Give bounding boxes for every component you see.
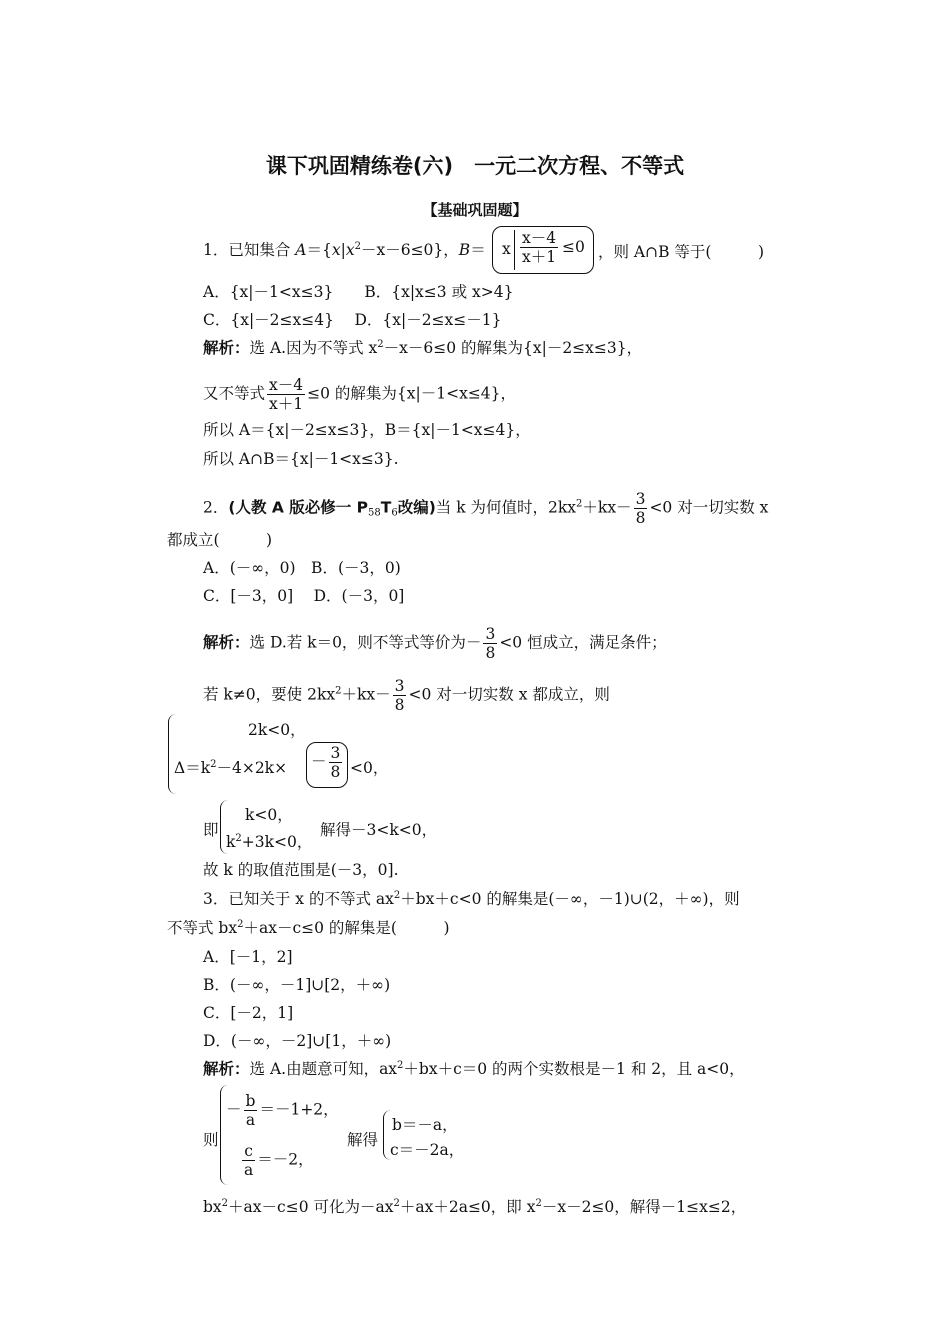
q3-option-b: B．(－∞，－1]∪[2，＋∞) <box>203 976 391 994</box>
q3-system-row2: $\frac{c}{a}$ ＝－2， <box>244 1142 314 1179</box>
q2-solve-result: 解得－3<k<0， <box>320 821 438 839</box>
q2-system2-row1: k<0， <box>245 806 293 824</box>
q2-conclusion: 故 k 的取值范围是(－3，0]. <box>203 861 399 879</box>
q1-stem: 1．已知集合 $A=\{x|x^2-x-6\le 0\}$，B＝ <box>203 241 486 259</box>
q3-option-a: A．[－1，2] <box>203 948 293 966</box>
q3-stem-line2: 不等式 $bx^2+ax-c\le 0$ 的解集是( ) <box>167 919 450 937</box>
q2-system-row1: 2k<0， <box>248 721 306 739</box>
q1-option-a-b: A．{x|－1<x≤3} B．{x|x≤3 或 x>4} <box>203 283 514 301</box>
q1-solution-line4: 所以 A∩B＝{x|－1<x≤3}. <box>203 450 399 468</box>
q1-option-c-d: C．{x|－2≤x≤4} D．{x|－2≤x≤－1} <box>203 311 502 329</box>
q2-system-frac: － $\frac{3}{8}$ <box>311 744 341 781</box>
q1-set-le0: ≤0 <box>562 238 585 256</box>
q3-system2-row1: b＝－a， <box>392 1116 458 1134</box>
q2-ji: 即 <box>203 821 219 839</box>
q2-stem: 2．(人教 A 版必修一 $P_{58}T_6$改编)当 k 为何值时，$2kx^2+kx-$ $\frac{3}{8}$ <0 对一切实数 x <box>203 490 769 527</box>
q1-set-var: x <box>502 240 511 258</box>
q1-set-fraction: $\frac{x-4}{x+1}$ <box>522 229 557 266</box>
q3-solution-last: $bx^2+ax-c\le 0$ 可化为$-ax^2+ax+2a\le 0$，即 $x^2-x-2\le 0$，解得－1≤x≤2， <box>203 1198 747 1216</box>
q3-option-c: C．[－2，1] <box>203 1004 294 1022</box>
q2-option-c-d: C．[－3，0] D．(－3，0] <box>203 587 405 605</box>
q3-system2-row2: c＝－2a， <box>390 1141 465 1159</box>
q1-set-bar <box>514 230 515 270</box>
q3-system-row1: － $\frac{b}{a}$ ＝－1+2， <box>226 1092 339 1129</box>
page-title: 课下巩固精练卷(六) 一元二次方程、不等式 <box>265 154 685 178</box>
q2-solution-line2: 若 k≠0，要使 $2kx^2+kx-$ $\frac{3}{8}$ <0 对一切实数 x 都成立，则 <box>203 677 610 714</box>
q2-system-row2-end: <0， <box>350 759 389 777</box>
q2-system2-row2: $k^2+3k<0$， <box>226 833 313 851</box>
q3-solution-line1: 解析：选 A.由题意可知，$ax^2+bx+c=0$ 的两个实数根是－1 和 2，且 a<0， <box>203 1060 745 1078</box>
q2-system-row2: $\Delta=k^2-4\times 2k\times$ <box>174 759 288 777</box>
q2-solution-line1: 解析：选 D.若 k＝0，则不等式等价为－ $\frac{3}{8}$ <0 恒成立，满足条件； <box>203 625 667 662</box>
q1-stem-end: ，则 A∩B 等于( ) <box>598 243 765 261</box>
q3-solve-label: 解得 <box>347 1131 379 1149</box>
section-heading: 【基础巩固题】 <box>422 201 528 219</box>
q1-solution-line1: 解析：选 A.因为不等式 $x^2-x-6\le 0$ 的解集为{x|－2≤x≤3}， <box>203 339 643 357</box>
q1-solution-line3: 所以 A＝{x|－2≤x≤3}，B＝{x|－1<x≤4}， <box>203 421 531 439</box>
q2-stem-cont: 都成立( ) <box>167 531 273 549</box>
q3-ze: 则 <box>203 1131 219 1149</box>
q3-option-d: D．(－∞，－2]∪[1，＋∞) <box>203 1032 392 1050</box>
q2-option-a-b: A．(－∞，0) B．(－3，0) <box>203 559 401 577</box>
q2-system-brace <box>168 714 179 794</box>
q3-stem-line1: 3．已知关于 x 的不等式 $ax^2+bx+c<0$ 的解集是(－∞，－1)∪(2，＋∞)，则 <box>203 890 740 908</box>
q1-solution-line2: 又不等式 $\frac{x-4}{x+1}$ ≤0 的解集为{x|－1<x≤4}， <box>203 376 517 413</box>
